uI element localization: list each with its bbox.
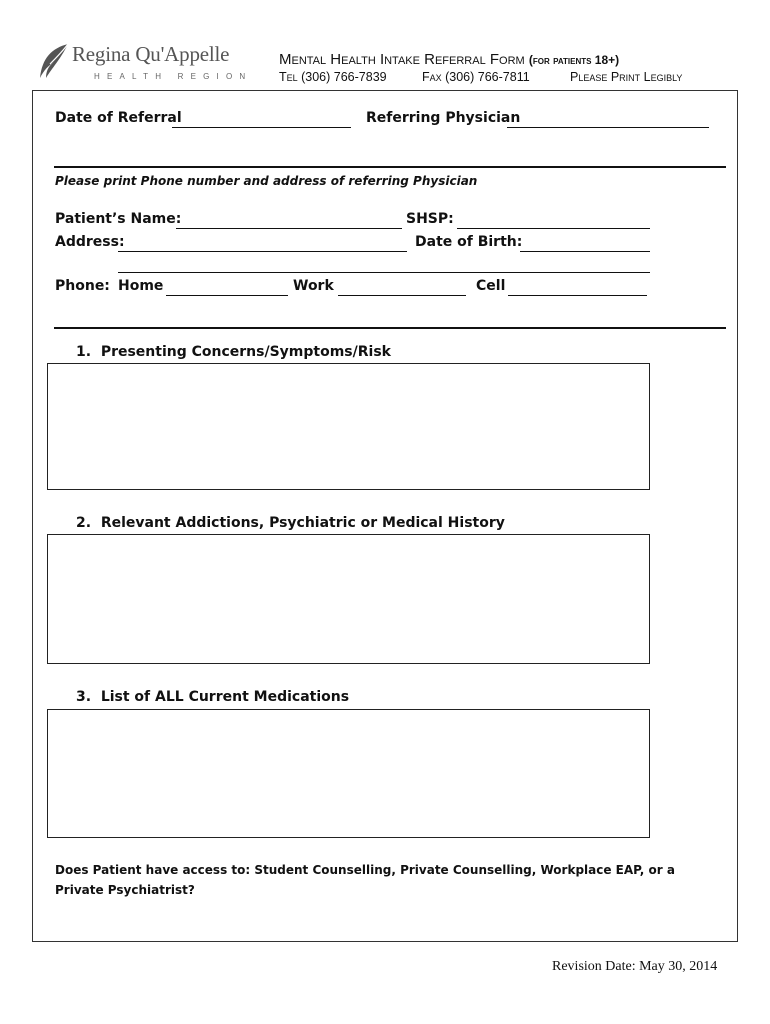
physician-contact-field[interactable] — [54, 166, 726, 168]
section-1-number: 1. — [76, 344, 92, 360]
shsp-label: SHSP: — [406, 211, 454, 227]
section-3-number: 3. — [76, 689, 92, 705]
logo-name: Regina Qu'Appelle — [72, 42, 230, 66]
section-3-label: List of ALL Current Medications — [100, 689, 350, 705]
presenting-concerns-box[interactable] — [47, 363, 650, 490]
form-title — [279, 51, 619, 68]
work-label: Work — [293, 278, 334, 294]
logo-subtitle: HEALTH REGION — [94, 72, 253, 81]
access-question: Does Patient have access to: Student Counselling, Private Counselling, Workplace EAP, or a Private Psychiatrist? — [55, 863, 675, 897]
physician-note: Please print Phone number and address of referring Physician — [55, 174, 478, 188]
print-legibly-note: Please Print Legibly — [570, 70, 683, 84]
work-phone-field[interactable] — [338, 295, 466, 296]
history-box[interactable] — [47, 534, 650, 664]
section-2-heading — [76, 515, 505, 531]
fax-number: Fax (306) 766-7811 — [422, 70, 530, 84]
form-title-note: (for patients 18+) — [528, 53, 620, 67]
section-2-number: 2. — [76, 515, 92, 531]
section-2-label: Relevant Addictions, Psychiatric or Medical History — [100, 515, 505, 531]
form-title-main: Mental Health Intake Referral Form — [279, 51, 525, 68]
date-of-referral-label: Date of Referral — [55, 110, 182, 126]
dob-field[interactable] — [520, 251, 650, 252]
address-label: Address: — [55, 234, 125, 250]
referring-physician-label: Referring Physician — [366, 110, 521, 126]
referring-physician-field[interactable] — [507, 127, 709, 128]
address-field-line-2[interactable] — [118, 272, 650, 273]
section-1-heading — [76, 344, 391, 360]
section-3-heading — [76, 689, 349, 705]
phone-label: Phone: — [55, 278, 110, 294]
home-phone-field[interactable] — [166, 295, 288, 296]
cell-phone-field[interactable] — [508, 295, 647, 296]
cell-label: Cell — [476, 278, 506, 294]
dob-label: Date of Birth: — [415, 234, 523, 250]
address-field[interactable] — [118, 251, 407, 252]
medications-box[interactable] — [47, 709, 650, 838]
home-label: Home — [118, 278, 164, 294]
section-1-label: Presenting Concerns/Symptoms/Risk — [100, 344, 391, 360]
feather-icon — [38, 42, 72, 82]
revision-date: Revision Date: May 30, 2014 — [552, 959, 718, 974]
shsp-field[interactable] — [457, 228, 650, 229]
patient-name-field[interactable] — [176, 228, 402, 229]
patient-name-label: Patient’s Name: — [55, 211, 182, 227]
date-of-referral-field[interactable] — [172, 127, 351, 128]
section-divider — [54, 327, 726, 329]
logo — [38, 42, 253, 88]
tel-number: Tel (306) 766-7839 — [279, 70, 387, 84]
